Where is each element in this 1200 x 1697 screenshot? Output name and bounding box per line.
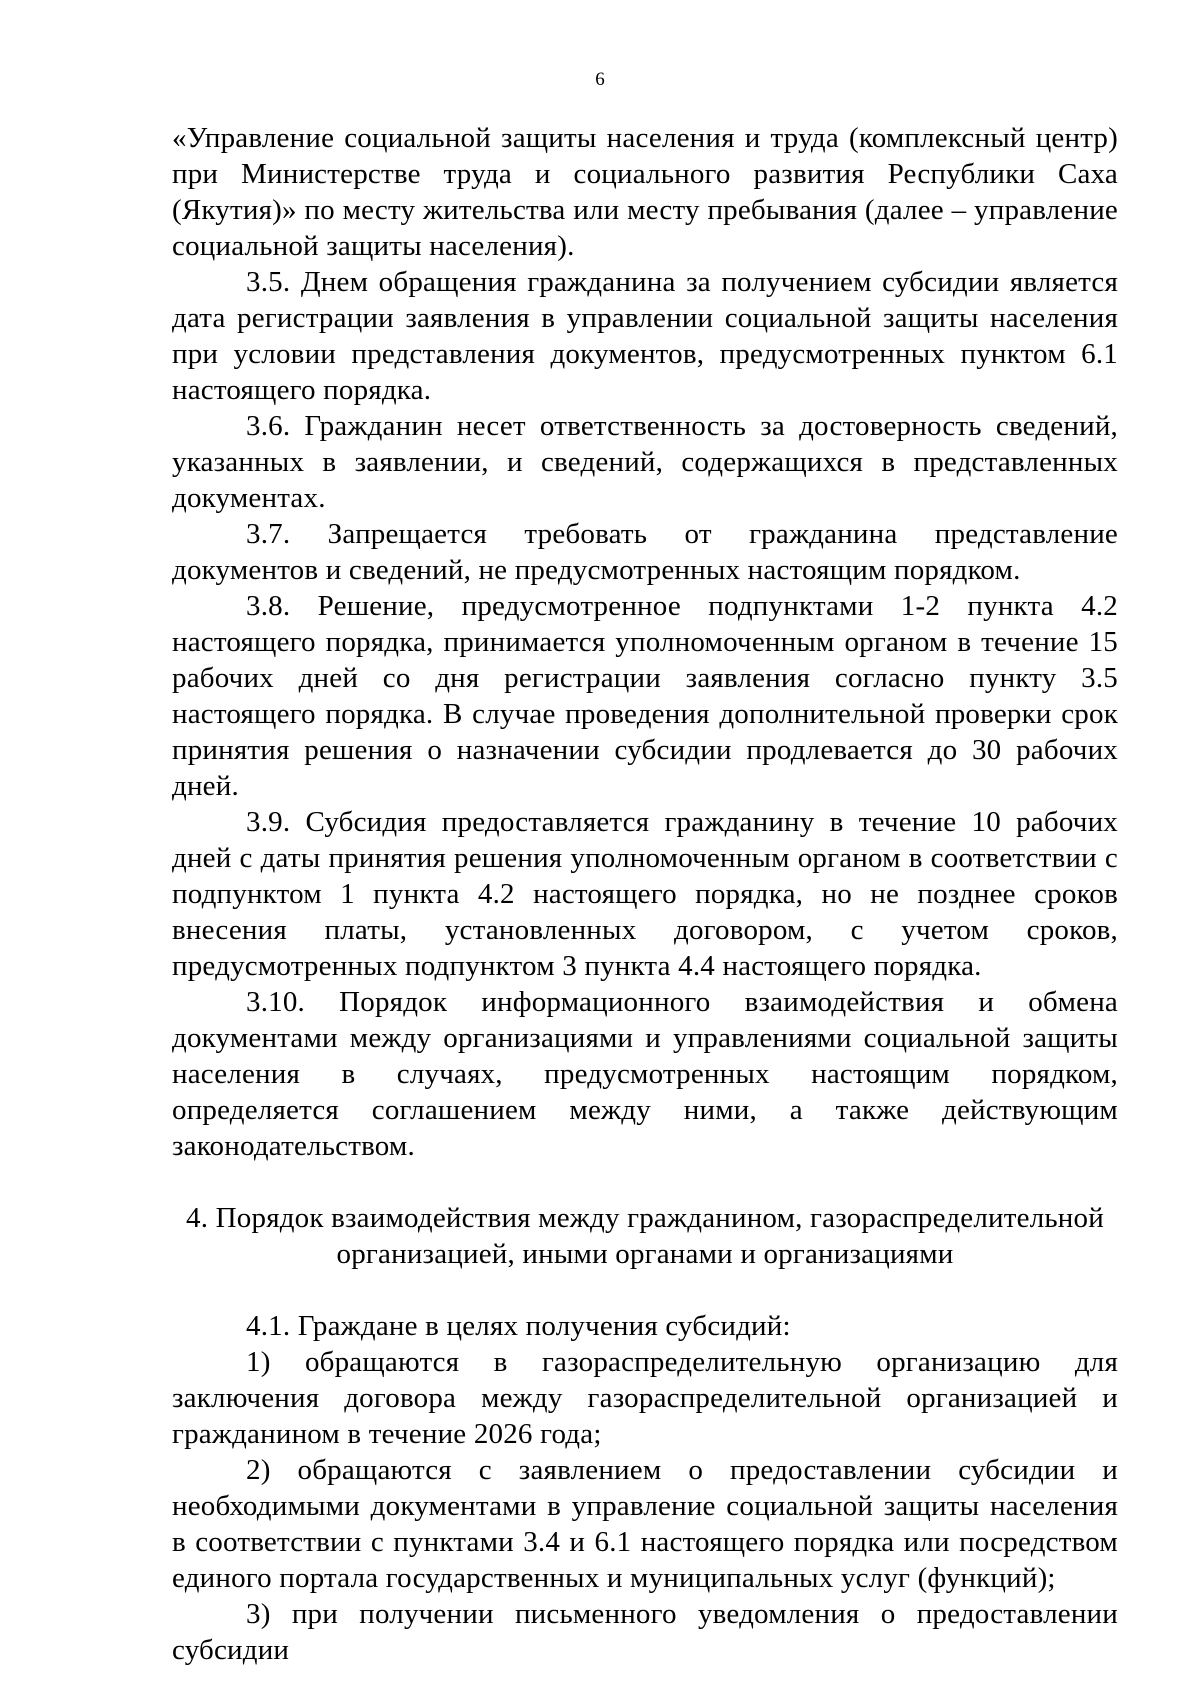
section-4-heading	[172, 1200, 1118, 1272]
paragraph-3-5: 3.5. Днем обращения гражданина за получением субсидии является дата регистрации заявления в управлении социальной защиты населения при условии представления документов, предусмотренных пунктом 6.1 настоящего порядка.	[172, 266, 1118, 406]
paragraph-management-name: «Управление социальной защиты населения и труда (комплексный центр) при Министерстве труда и социального развития Республики Саха (Якутия)» по месту жительства или месту пребывания (далее – управление социальной защиты населения).	[172, 122, 1118, 262]
paragraph-3-6: 3.6. Гражданин несет ответственность за достоверность сведений, указанных в заявлении, и сведений, содержащихся в представленных документах.	[172, 410, 1118, 514]
paragraph-4-1-item-3: 3) при получении письменного уведомления о предоставлении субсидии	[172, 1598, 1118, 1666]
paragraph-4-1: 4.1. Граждане в целях получения субсидий:	[246, 1310, 791, 1342]
paragraph-3-7: 3.7. Запрещается требовать от гражданина представление документов и сведений, не предусмотренных настоящим порядком.	[172, 518, 1118, 586]
paragraph-3-8: 3.8. Решение, предусмотренное подпунктами 1-2 пункта 4.2 настоящего порядка, принимается уполномоченным органом в течение 15 рабочих дней со дня регистрации заявления согласно пункту 3.5 настоящего порядка. В случае проведения дополнительной проверки срок принятия решения о назначении субсидии продлевается до 30 рабочих дней.	[172, 590, 1118, 802]
section-heading-line-2: организацией, иными органами и организациями	[336, 1238, 954, 1270]
paragraph-3-10: 3.10. Порядок информационного взаимодействия и обмена документами между организациями и управлениями социальной защиты населения в случаях, предусмотренных настоящим порядком, определяется соглашением между ними, а также действующим законодательством.	[172, 986, 1118, 1162]
document-body	[172, 120, 1118, 1668]
paragraph-3-9: 3.9. Субсидия предоставляется гражданину в течение 10 рабочих дней с даты принятия решения уполномоченным органом в соответствии с подпунктом 1 пункта 4.2 настоящего порядка, но не позднее сроков внесения платы, установленных договором, с учетом сроков, предусмотренных подпунктом 3 пункта 4.4 настоящего порядка.	[172, 806, 1118, 982]
paragraph-4-1-item-1: 1) обращаются в газораспределительную организацию для заключения договора между газораспределительной организацией и гражданином в течение 2026 года;	[172, 1346, 1118, 1450]
page-number: 6	[595, 69, 605, 90]
paragraph-4-1-item-2: 2) обращаются с заявлением о предоставлении субсидии и необходимыми документами в управление социальной защиты населения в соответствии с пунктами 3.4 и 6.1 настоящего порядка или посредством единого портала государственных и муниципальных услуг (функций);	[172, 1454, 1118, 1594]
section-heading-line-1: 4. Порядок взаимодействия между гражданином, газораспределительной	[186, 1202, 1104, 1234]
